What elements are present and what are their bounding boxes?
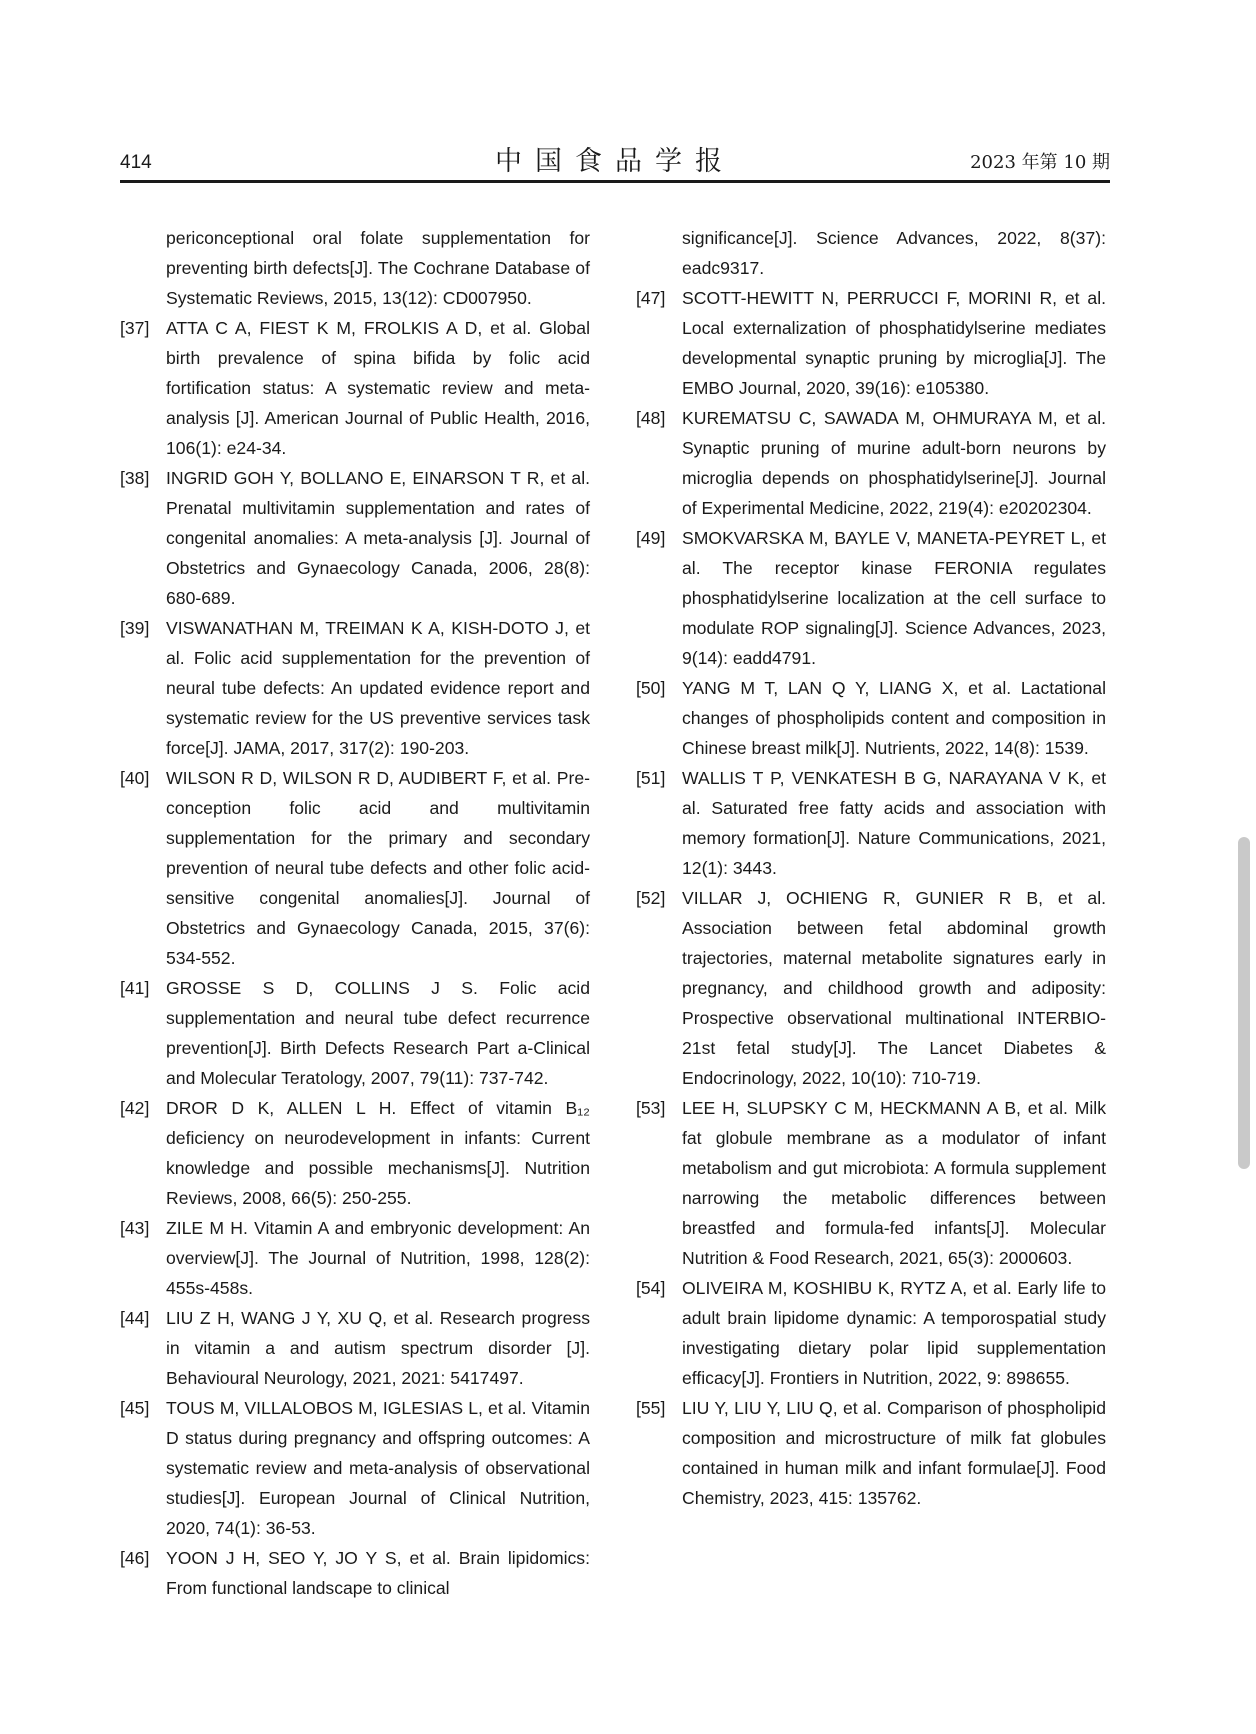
reference-text: SMOKVARSKA M, BAYLE V, MANETA-PEYRET L, et al. The receptor kinase FERONIA regulates phosphatidylserine localization at the cell surface to modulate ROP signaling[J]. Science Advances, 2023, 9(14): eadd4791. [682, 528, 1106, 668]
reference-item [636, 883, 1106, 1093]
reference-number: [45] [120, 1398, 150, 1418]
page-number: 414 [120, 152, 152, 173]
reference-item [120, 1213, 590, 1303]
reference-number: [47] [636, 288, 666, 308]
reference-text: TOUS M, VILLALOBOS M, IGLESIAS L, et al. Vitamin D status during pregnancy and offspring outcomes: A systematic review and meta-analysis of observational studies[J]. European Journal of Clinical Nutrition, 2020, 74(1): 36-53. [166, 1398, 590, 1538]
references-left-column [120, 223, 590, 1603]
reference-number: [55] [636, 1398, 666, 1418]
reference-item [120, 613, 590, 763]
reference-item [636, 283, 1106, 403]
vertical-scrollbar[interactable] [1238, 837, 1250, 1169]
running-header [120, 140, 1110, 183]
reference-number: [40] [120, 768, 150, 788]
reference-text: GROSSE S D, COLLINS J S. Folic acid supplementation and neural tube defect recurrence prevention[J]. Birth Defects Research Part a-Clinical and Molecular Teratology, 2007, 79(11): 737-742. [166, 978, 590, 1088]
reference-number: [51] [636, 768, 666, 788]
reference-item [120, 763, 590, 973]
reference-text: WILSON R D, WILSON R D, AUDIBERT F, et al. Pre-conception folic acid and multivitamin supplementation for the primary and secondary prevention of neural tube defects and other folic acid-sensitive congenital anomalies[J]. Journal of Obstetrics and Gynaecology Canada, 2015, 37(6): 534-552. [166, 768, 590, 968]
issue-label: 2023 年第 10 期 [970, 152, 1110, 173]
reference-number: [39] [120, 618, 150, 638]
reference-text: significance[J]. Science Advances, 2022, 8(37): eadc9317. [682, 228, 1106, 278]
reference-text: LEE H, SLUPSKY C M, HECKMANN A B, et al. Milk fat globule membrane as a modulator of infant metabolism and gut microbiota: A formula supplement narrowing the metabolic differences between breastfed and formula-fed infants[J]. Molecular Nutrition & Food Research, 2021, 65(3): 2000603. [682, 1098, 1106, 1268]
reference-number: [38] [120, 468, 150, 488]
reference-number: [50] [636, 678, 666, 698]
reference-text: INGRID GOH Y, BOLLANO E, EINARSON T R, et al. Prenatal multivitamin supplementation and rates of congenital anomalies: A meta-analysis [J]. Journal of Obstetrics and Gynaecology Canada, 2006, 28(8): 680-689. [166, 468, 590, 608]
reference-item [636, 673, 1106, 763]
reference-item [636, 763, 1106, 883]
journal-title: 中国食品学报 [495, 146, 735, 177]
reference-number: [54] [636, 1278, 666, 1298]
reference-number: [53] [636, 1098, 666, 1118]
reference-text: VISWANATHAN M, TREIMAN K A, KISH-DOTO J, et al. Folic acid supplementation for the prevention of neural tube defects: An updated evidence report and systematic review for the US preventive services task force[J]. JAMA, 2017, 317(2): 190-203. [166, 618, 590, 758]
reference-item [120, 313, 590, 463]
reference-number: [52] [636, 888, 666, 908]
reference-text: VILLAR J, OCHIENG R, GUNIER R B, et al. Association between fetal abdominal growth trajectories, maternal metabolite signatures early in pregnancy, and childhood growth and adiposity: Prospective observational multinational INTERBIO-21st fetal study[J]. The Lancet Diabetes & Endocrinology, 2022, 10(10): 710-719. [682, 888, 1106, 1088]
reference-item [636, 523, 1106, 673]
reference-item [636, 1393, 1106, 1513]
reference-item [636, 1273, 1106, 1393]
reference-text: LIU Y, LIU Y, LIU Q, et al. Comparison of phospholipid composition and microstructure of milk fat globules contained in human milk and infant formulae[J]. Food Chemistry, 2023, 415: 135762. [682, 1398, 1106, 1508]
reference-item [636, 223, 1106, 283]
reference-text: YOON J H, SEO Y, JO Y S, et al. Brain lipidomics: From functional landscape to clinical [166, 1548, 590, 1598]
reference-item [120, 1543, 590, 1603]
reference-number: [37] [120, 318, 150, 338]
reference-item [636, 1093, 1106, 1273]
reference-text: YANG M T, LAN Q Y, LIANG X, et al. Lactational changes of phospholipids content and composition in Chinese breast milk[J]. Nutrients, 2022, 14(8): 1539. [682, 678, 1106, 758]
reference-item [120, 1303, 590, 1393]
reference-text: DROR D K, ALLEN L H. Effect of vitamin B₁₂ deficiency on neurodevelopment in infants: Current knowledge and possible mechanisms[J]. Nutrition Reviews, 2008, 66(5): 250-255. [166, 1098, 590, 1208]
reference-number: [49] [636, 528, 666, 548]
reference-text: ATTA C A, FIEST K M, FROLKIS A D, et al. Global birth prevalence of spina bifida by folic acid fortification status: A systematic review and meta-analysis [J]. American Journal of Public Health, 2016, 106(1): e24-34. [166, 318, 590, 458]
reference-item [120, 1093, 590, 1213]
reference-text: WALLIS T P, VENKATESH B G, NARAYANA V K, et al. Saturated free fatty acids and association with memory formation[J]. Nature Communications, 2021, 12(1): 3443. [682, 768, 1106, 878]
reference-number: [44] [120, 1308, 150, 1328]
reference-number: [42] [120, 1098, 150, 1118]
reference-text: SCOTT-HEWITT N, PERRUCCI F, MORINI R, et al. Local externalization of phosphatidylserine mediates developmental synaptic pruning by microglia[J]. The EMBO Journal, 2020, 39(16): e105380. [682, 288, 1106, 398]
reference-item [120, 1393, 590, 1543]
reference-number: [41] [120, 978, 150, 998]
reference-item [120, 223, 590, 313]
reference-text: LIU Z H, WANG J Y, XU Q, et al. Research progress in vitamin a and autism spectrum disorder [J]. Behavioural Neurology, 2021, 2021: 5417497. [166, 1308, 590, 1388]
reference-text: OLIVEIRA M, KOSHIBU K, RYTZ A, et al. Early life to adult brain lipidome dynamic: A temporospatial study investigating dietary polar lipid supplementation efficacy[J]. Frontiers in Nutrition, 2022, 9: 898655. [682, 1278, 1106, 1388]
reference-text: periconceptional oral folate supplementation for preventing birth defects[J]. The Cochrane Database of Systematic Reviews, 2015, 13(12): CD007950. [166, 228, 590, 308]
reference-text: ZILE M H. Vitamin A and embryonic development: An overview[J]. The Journal of Nutrition, 1998, 128(2): 455s-458s. [166, 1218, 590, 1298]
reference-number: [48] [636, 408, 666, 428]
reference-item [120, 463, 590, 613]
references-right-column [636, 223, 1106, 1513]
reference-item [636, 403, 1106, 523]
reference-number: [46] [120, 1548, 150, 1568]
reference-text: KUREMATSU C, SAWADA M, OHMURAYA M, et al. Synaptic pruning of murine adult-born neurons by microglia depends on phosphatidylserine[J]. Journal of Experimental Medicine, 2022, 219(4): e20202304. [682, 408, 1106, 518]
reference-number: [43] [120, 1218, 150, 1238]
reference-item [120, 973, 590, 1093]
